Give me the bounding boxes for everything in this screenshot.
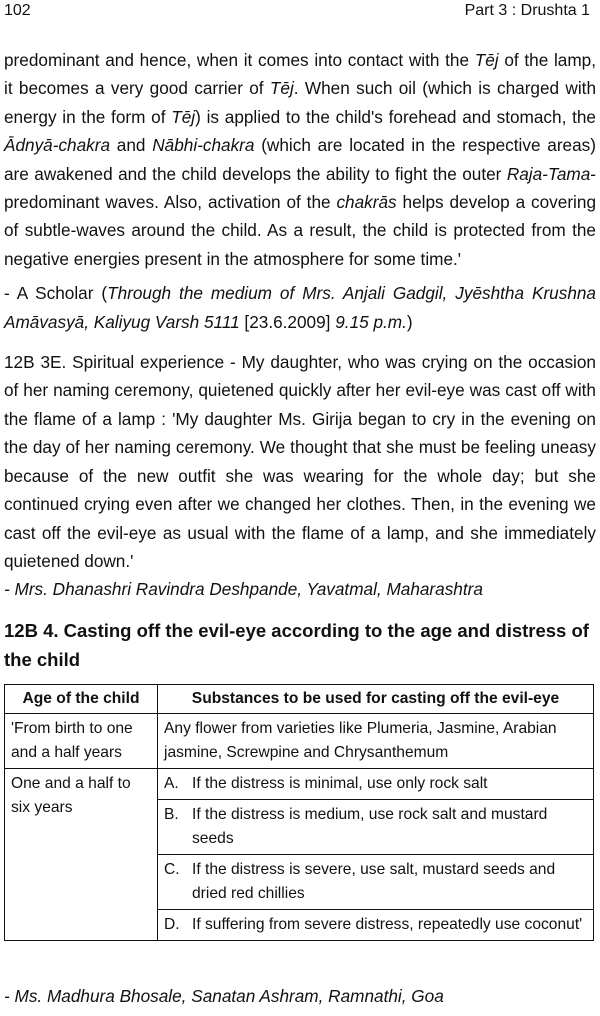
italic-run: 9.15 p.m. bbox=[335, 311, 407, 332]
option-text: If the distress is severe, use salt, mustard seeds and dried red chillies bbox=[192, 860, 556, 902]
text-run: predominant and hence, when it comes into contact with the bbox=[4, 50, 475, 70]
paragraph-1 bbox=[4, 46, 596, 273]
italic-run: chakrās bbox=[336, 192, 397, 213]
text-run: of the lamp, it becomes a very good carrier of bbox=[4, 50, 596, 99]
page-header bbox=[4, 0, 590, 24]
text-run: (which are located in the respective areas) are awakened and the child develops the ability to fight the outer bbox=[4, 135, 596, 184]
text-run: -predominant waves. Also, activation of the bbox=[4, 163, 596, 213]
experience-credit: - Mrs. Dhanashri Ravindra Deshpande, Yavatmal, Maharashtra bbox=[4, 579, 483, 600]
col-substances-header: Substances to be used for casting off the evil-eye bbox=[158, 684, 594, 713]
italic-run: Tēj bbox=[171, 106, 196, 127]
text-run: [23.6.2009] bbox=[239, 311, 336, 332]
option-letter: B. bbox=[164, 805, 179, 823]
italic-run: Through the medium of Mrs. Anjali Gadgil, Jyēshtha Krushna Amāvasyā, Kaliyug Varsh 5111 bbox=[4, 283, 596, 332]
text-run: 12B 3E. Spiritual experience - My daughter, who was crying on the occasion of her naming ceremony, quietened quickly after her evil-eye was cast off with the flame of a lamp : 'My daughter Ms. Girija began to cry in the evening on the day of her naming ceremony. We thought that she must be feeling uneasy because of the new outfit she was wearing for the whole day; but she continued crying even after we changed her clothes. Then, in the evening we cast off the evil-eye as usual with the flame of a lamp, and she immediately quietened down.' bbox=[4, 352, 596, 571]
page-body bbox=[4, 46, 596, 941]
italic-run: Nābhi-chakra bbox=[152, 135, 255, 156]
option-text: If the distress is medium, use rock salt and mustard seeds bbox=[192, 805, 548, 847]
option-cell bbox=[158, 909, 594, 940]
text-run: ) bbox=[406, 311, 413, 332]
option-text: If suffering from severe distress, repeatedly use coconut' bbox=[192, 915, 583, 933]
age-cell: One and a half to six years bbox=[5, 768, 158, 940]
option-letter: C. bbox=[164, 860, 180, 878]
scholar-credit bbox=[4, 279, 596, 336]
spiritual-experience-paragraph bbox=[4, 348, 596, 575]
text-run: . When such oil (which is charged with energy in the form of bbox=[4, 78, 596, 127]
italic-run: Ādnyā-chakra bbox=[4, 135, 111, 156]
age-cell: 'From birth to one and a half years bbox=[5, 713, 158, 768]
option-cell bbox=[158, 799, 594, 854]
italic-run: Tēj bbox=[474, 50, 499, 70]
col-age-header: Age of the child bbox=[5, 684, 158, 713]
text-run: - A Scholar ( bbox=[4, 283, 108, 304]
italic-run: Tēj bbox=[269, 78, 294, 99]
table-header-row bbox=[5, 684, 594, 713]
option-cell bbox=[158, 768, 594, 799]
option-cell bbox=[158, 854, 594, 909]
footer-credit: - Ms. Madhura Bhosale, Sanatan Ashram, Ramnathi, Goa bbox=[4, 986, 444, 1006]
evil-eye-table bbox=[4, 684, 594, 941]
text-run: and bbox=[110, 135, 153, 156]
substance-cell: Any flower from varieties like Plumeria, Jasmine, Arabian jasmine, Screwpine and Chrysanthemum bbox=[158, 713, 594, 768]
page-number: 102 bbox=[4, 2, 31, 19]
italic-run: Raja-Tama bbox=[506, 163, 591, 184]
section-title: Part 3 : Drushta 1 bbox=[464, 2, 590, 19]
text-run: helps develop a covering of subtle-waves around the child. As a result, the child is protected from the negative energies present in the atmosphere for some time.' bbox=[4, 192, 596, 269]
section-heading: 12B 4. Casting off the evil-eye according to the age and distress of the child bbox=[4, 619, 589, 670]
table-row bbox=[5, 713, 594, 768]
option-text: If the distress is minimal, use only rock salt bbox=[192, 774, 488, 792]
option-letter: A. bbox=[164, 774, 179, 792]
text-run: ) is applied to the child's forehead and stomach, the bbox=[195, 106, 596, 127]
option-letter: D. bbox=[164, 915, 180, 933]
table-row bbox=[5, 768, 594, 799]
